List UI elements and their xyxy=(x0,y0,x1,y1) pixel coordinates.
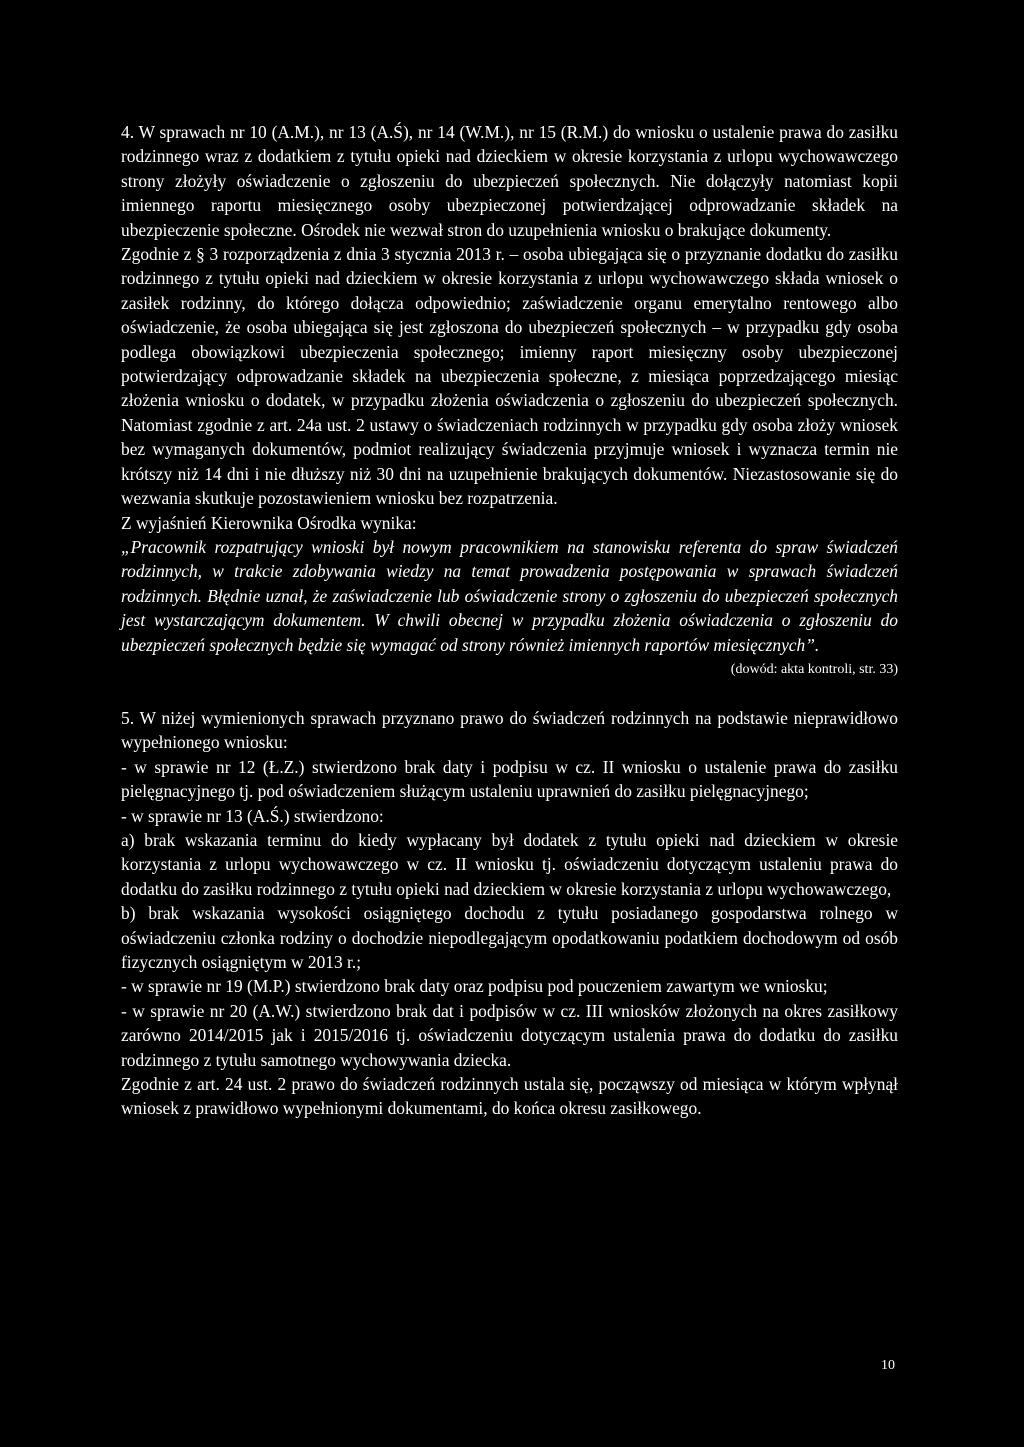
page-number: 10 xyxy=(881,1358,895,1373)
section-gap xyxy=(121,682,898,706)
paragraph-section4-intro: 4. W sprawach nr 10 (A.M.), nr 13 (A.Ś), nr 14 (W.M.), nr 15 (R.M.) do wniosku o ustalenie prawa do zasiłku rodzinnego wraz z dodatkiem z tytułu opieki nad dzieckiem w okresie korzystania z urlopu wychowawczego strony złożyły oświadczenie o zgłoszeniu do ubezpieczeń społecznych. Nie dołączyły natomiast kopii imiennego raportu miesięcznego osoby ubezpieczonej potwierdzającej odprowadzanie składek na ubezpieczenie społeczne. Ośrodek nie wezwał stron do uzupełnienia wniosku o brakujące dokumenty. xyxy=(121,122,898,240)
paragraph-section5-intro: 5. W niżej wymienionych sprawach przyznano prawo do świadczeń rodzinnych na podstawie nieprawidłowo wypełnionego wniosku: xyxy=(121,707,898,753)
paragraph-legal-basis: Zgodnie z art. 24 ust. 2 prawo do świadczeń rodzinnych ustala się, począwszy od miesiąca w którym wpłynął wniosek z prawidłowo wypełnionymi dokumentami, do końca okresu zasiłkowego. xyxy=(121,1074,898,1119)
list-item-case-13-a: a) brak wskazania terminu do kiedy wypłacany był dodatek z tytułu opieki nad dzieckiem w okresie korzystania z urlopu wychowawczego w cz. II wniosku tj. oświadczeniu dotyczącym ustaleniu prawa do dodatku do zasiłku rodzinnego z tytułu opieki nad dzieckiem w okresie korzystania z urlopu wychowawczego, xyxy=(121,829,898,899)
list-item-case-13: - w sprawie nr 13 (A.Ś.) stwierdzono: xyxy=(121,805,384,826)
quote-paragraph: „Pracownik rozpatrujący wnioski był nowym pracownikiem na stanowisku referenta do spraw świadczeń rodzinnych, w trakcie zdobywania wiedzy na temat prowadzenia postępowania w sprawach świadczeń rodzinnych. Błędnie uznał, że zaświadczenie lub oświadczenie strony o zgłoszeniu do ubezpieczeń społecznych jest wystarczającym dokumentem. W chwili obecnej w przypadku złożenia oświadczenia o zgłoszeniu do ubezpieczeń społecznych będzie się wymagać od strony również imiennych raportów miesięcznych”. xyxy=(121,536,898,655)
evidence-reference: (dowód: akta kontroli, str. 33) xyxy=(730,661,898,677)
list-item-case-20: - w sprawie nr 20 (A.W.) stwierdzono brak dat i podpisów w cz. III wniosków złożonych na okres zasiłkowy zarówno 2014/2015 jak i 2015/2016 tj. oświadczeniu dotyczącym ustalenia prawa do dodatku do zasiłku rodzinnego z tytułu samotnego wychowywania dziecka. xyxy=(121,1000,898,1070)
paragraph-regulation: Zgodnie z § 3 rozporządzenia z dnia 3 stycznia 2013 r. – osoba ubiegająca się o przyznanie dodatku do zasiłku rodzinnego z tytułu opieki nad dzieckiem w okresie korzystania z urlopu wychowawczego składa wniosek o zasiłek rodzinny, do którego dołącza odpowiednio; zaświadczenie organu emerytalno rentowego albo oświadczenie, że osoba ubiegająca się jest zgłoszona do ubezpieczeń społecznych – w przypadku gdy osoba podlega obowiązkowi ubezpieczenia społecznego; imienny raport miesięczny osoby ubezpieczonej potwierdzający odprowadzanie składek na ubezpieczenia społeczne, z miesiąca poprzedzającego miesiąc złożenia wniosku o dodatek, w przypadku złożenia oświadczenia o zgłoszeniu do ubezpieczeń społecznych. Natomiast zgodnie z art. 24a ust. 2 ustawy o świadczeniach rodzinnych w przypadku gdy osoba złoży wniosek bez wymaganych dokumentów, podmiot realizujący świadczenia przyjmuje wniosek i wyznacza termin nie krótszy niż 14 dni i nie dłuższy niż 30 dni na uzupełnienie brakujących dokumentów. Niezastosowanie się do wezwania skutkuje pozostawieniem wniosku bez rozpatrzenia. xyxy=(121,244,898,509)
list-item-case-12: - w sprawie nr 12 (Ł.Z.) stwierdzono brak daty i podpisu w cz. II wniosku o ustalenie prawa do zasiłku pielęgnacyjnego tj. pod oświadczeniem służącym ustaleniu uprawnień do zasiłku pielęgnacyjnego; xyxy=(121,756,898,802)
document-page xyxy=(121,120,898,1121)
paragraph-explanation-intro: Z wyjaśnień Kierownika Ośrodka wynika: xyxy=(121,512,417,533)
list-item-case-19: - w sprawie nr 19 (M.P.) stwierdzono brak daty oraz podpisu pod pouczeniem zawartym we wniosku; xyxy=(121,976,828,997)
list-item-case-13-b: b) brak wskazania wysokości osiągniętego dochodu z tytułu posiadanego gospodarstwa rolnego w oświadczeniu członka rodziny o dochodzie niepodlegającym opodatkowaniu podatkiem dochodowym od osób fizycznych osiągniętym w 2013 r.; xyxy=(121,903,898,972)
